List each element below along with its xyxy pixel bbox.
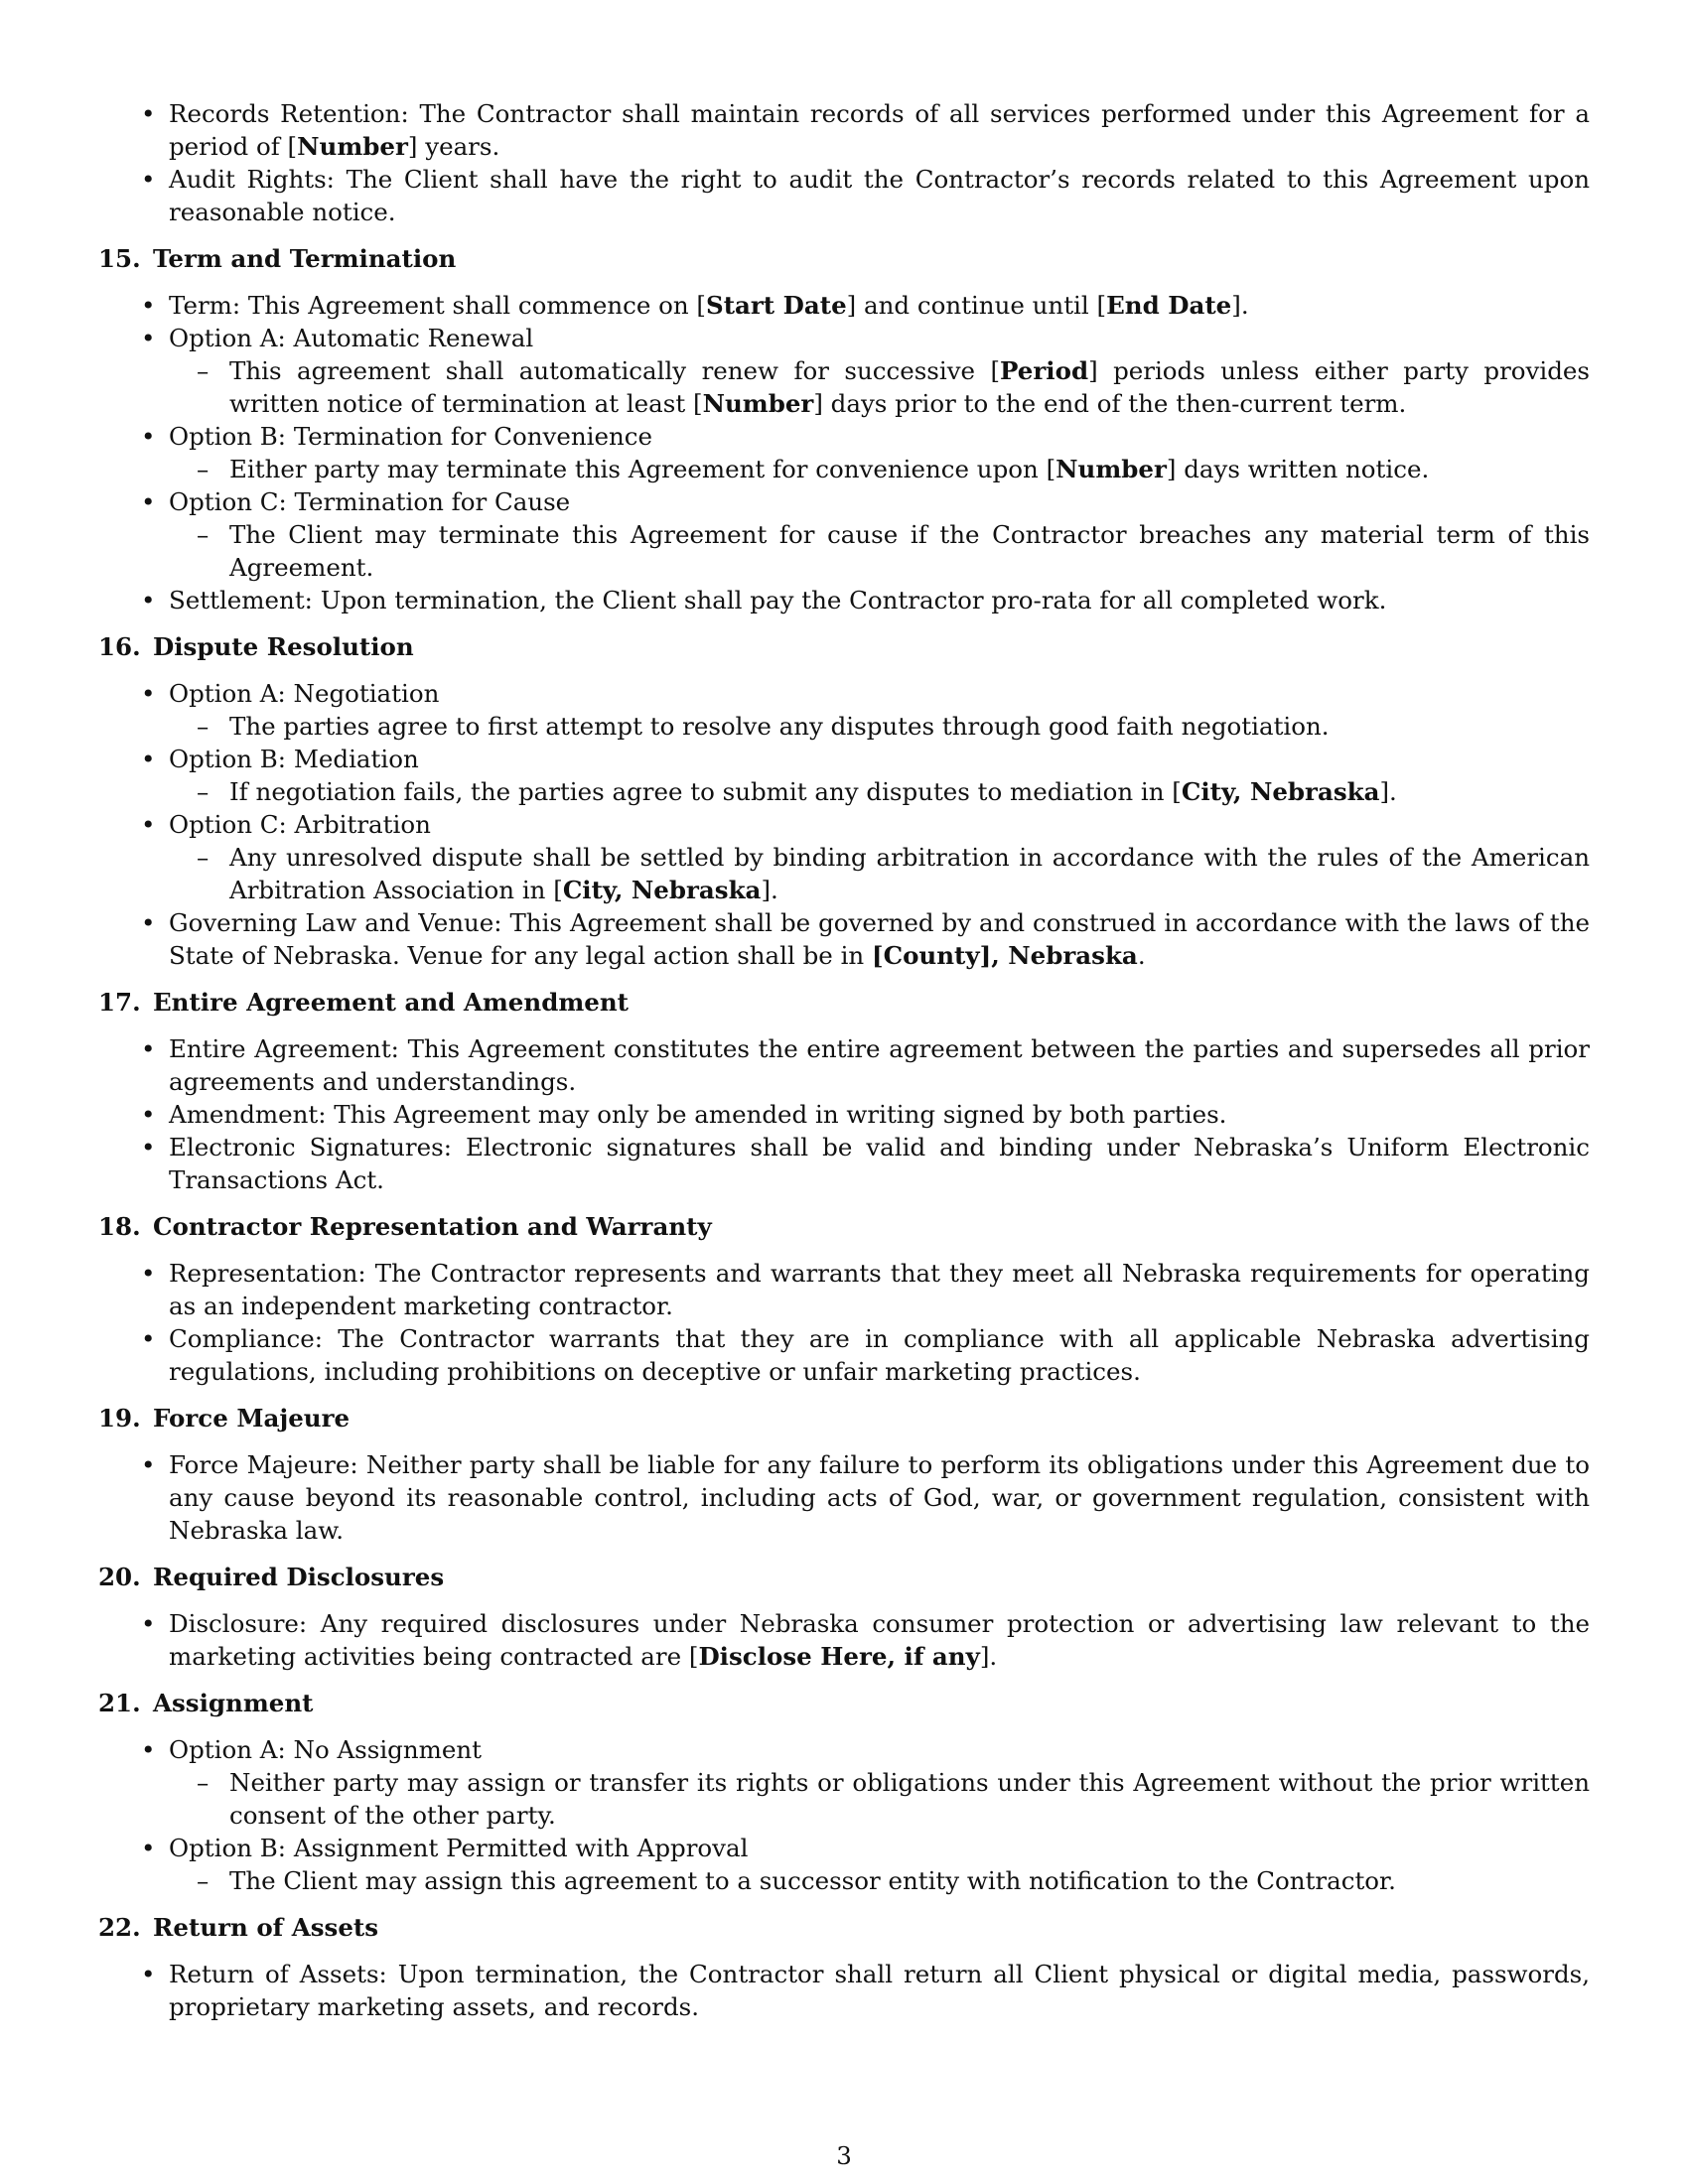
clause-text: ].	[1231, 291, 1249, 320]
section-number: 22.	[98, 1913, 141, 1942]
list-item	[98, 322, 1590, 354]
section-number: 16.	[98, 632, 141, 661]
section-heading	[98, 986, 1590, 1019]
sub-list-item	[98, 1864, 1590, 1897]
clause-list	[98, 1448, 1590, 1547]
clause-text: Option A: No Assignment	[169, 1735, 482, 1764]
list-item	[98, 163, 1590, 228]
list-item	[98, 1448, 1590, 1547]
clause-list	[98, 1733, 1590, 1897]
list-item	[98, 1131, 1590, 1196]
clause-text: Audit Rights: The Client shall have the right to audit the Contractor’s records related to this Agreement upon reasonable notice.	[169, 165, 1590, 226]
list-item	[98, 485, 1590, 518]
section	[98, 630, 1590, 972]
clause-list	[98, 1607, 1590, 1673]
section-heading	[98, 1402, 1590, 1434]
clause-text: Option A: Negotiation	[169, 679, 440, 708]
section-heading	[98, 630, 1590, 663]
sub-list-item	[98, 841, 1590, 906]
sub-list-item	[98, 354, 1590, 420]
clause-text: The Client may terminate this Agreement for cause if the Contractor breaches any material term of this Agreement.	[229, 520, 1590, 582]
list-item	[98, 1098, 1590, 1131]
clause-list	[98, 677, 1590, 972]
section-heading	[98, 1687, 1590, 1719]
section-number: 15.	[98, 244, 141, 273]
section	[98, 1210, 1590, 1388]
clause-text: Representation: The Contractor represents and warrants that they meet all Nebraska requirements for operating as an independent marketing contractor.	[169, 1259, 1590, 1320]
list-item	[98, 1257, 1590, 1322]
list-item	[98, 97, 1590, 163]
clause-list	[98, 1958, 1590, 2023]
section-title: Force Majeure	[153, 1404, 351, 1433]
list-item	[98, 1832, 1590, 1864]
clause-text: Settlement: Upon termination, the Client shall pay the Contractor pro-rata for all completed work.	[169, 586, 1387, 614]
list-item	[98, 1733, 1590, 1766]
clause-text: ].	[979, 1642, 998, 1671]
section-number: 21.	[98, 1689, 141, 1717]
placeholder-field: Number	[1055, 455, 1167, 483]
clause-list	[98, 1257, 1590, 1388]
clause-text: Force Majeure: Neither party shall be liable for any failure to perform its obligations under this Agreement due to any cause beyond its reasonable control, including acts of God, war, or government regulation, consistent with Nebraska law.	[169, 1450, 1590, 1545]
page-number: 3	[836, 2141, 852, 2170]
section	[98, 1687, 1590, 1897]
section-title: Term and Termination	[153, 244, 457, 273]
clause-text: Either party may terminate this Agreement for convenience upon [	[229, 455, 1056, 483]
placeholder-field: Disclose Here, if any	[698, 1642, 980, 1671]
list-item	[98, 420, 1590, 453]
section-heading	[98, 1210, 1590, 1243]
section	[98, 1561, 1590, 1673]
section-title: Assignment	[153, 1689, 314, 1717]
sub-list-item	[98, 775, 1590, 808]
sub-list-item	[98, 518, 1590, 584]
placeholder-field: [County], Nebraska	[872, 941, 1138, 970]
clause-text: Compliance: The Contractor warrants that they are in compliance with all applicable Nebraska advertising regulations, including prohibitions on deceptive or unfair marketing practices.	[169, 1324, 1590, 1386]
clause-text: If negotiation fails, the parties agree to submit any disputes to mediation in [	[229, 777, 1182, 806]
clause-text: Disclosure: Any required disclosures under Nebraska consumer protection or advertising law relevant to the marketing activities being contracted are [	[169, 1609, 1590, 1671]
placeholder-field: Period	[1000, 356, 1089, 385]
section-title: Required Disclosures	[153, 1563, 445, 1591]
clause-text: Neither party may assign or transfer its rights or obligations under this Agreement without the prior written consent of the other party.	[229, 1768, 1590, 1830]
document-page	[98, 97, 1590, 2023]
clause-text: Term: This Agreement shall commence on [	[169, 291, 706, 320]
section-number: 18.	[98, 1212, 141, 1241]
clause-text: Any unresolved dispute shall be settled by binding arbitration in accordance with the rules of the American Arbitration Association in [	[229, 843, 1590, 904]
clause-text: ] days written notice.	[1166, 455, 1430, 483]
clause-text: ] days prior to the end of the then-current term.	[813, 389, 1407, 418]
section-title: Dispute Resolution	[153, 632, 414, 661]
placeholder-field: City, Nebraska	[562, 876, 762, 904]
list-item	[98, 1032, 1590, 1098]
placeholder-field: Number	[297, 132, 408, 161]
clause-text: Option B: Assignment Permitted with Approval	[169, 1834, 749, 1862]
list-item	[98, 289, 1590, 322]
placeholder-field: City, Nebraska	[1181, 777, 1380, 806]
sub-list-item	[98, 453, 1590, 485]
clause-text: Option B: Termination for Convenience	[169, 422, 652, 451]
list-item	[98, 743, 1590, 775]
clause-text: Entire Agreement: This Agreement constitutes the entire agreement between the parties and supersedes all prior agreements and understandings.	[169, 1034, 1590, 1096]
clause-text: ] years.	[407, 132, 500, 161]
section-number: 19.	[98, 1404, 141, 1433]
sub-list-item	[98, 1766, 1590, 1832]
section-heading	[98, 1561, 1590, 1593]
clause-text: The Client may assign this agreement to a successor entity with notification to the Contractor.	[229, 1866, 1396, 1895]
clause-text: Option A: Automatic Renewal	[169, 324, 534, 352]
list-item	[98, 1607, 1590, 1673]
list-item	[98, 677, 1590, 710]
clause-list	[98, 97, 1590, 228]
placeholder-field: Start Date	[706, 291, 847, 320]
clause-text: Option B: Mediation	[169, 745, 419, 773]
clause-text: Option C: Termination for Cause	[169, 487, 571, 516]
section-title: Entire Agreement and Amendment	[153, 988, 629, 1017]
clause-text: Return of Assets: Upon termination, the Contractor shall return all Client physical or digital media, passwords, proprietary marketing assets, and records.	[169, 1960, 1590, 2021]
clause-text: .	[1137, 941, 1146, 970]
clause-list	[98, 1032, 1590, 1196]
list-item	[98, 584, 1590, 616]
clause-text: ] and continue until [	[846, 291, 1107, 320]
clause-text: This agreement shall automatically renew for successive [	[229, 356, 1001, 385]
section	[98, 97, 1590, 228]
section	[98, 242, 1590, 616]
list-item	[98, 906, 1590, 972]
clause-list	[98, 289, 1590, 616]
clause-text: Electronic Signatures: Electronic signatures shall be valid and binding under Nebraska’s Uniform Electronic Transactions Act.	[169, 1133, 1590, 1194]
clause-text: Governing Law and Venue: This Agreement shall be governed by and construed in accordance with the laws of the State of Nebraska. Venue for any legal action shall be in	[169, 908, 1590, 970]
clause-text: The parties agree to first attempt to resolve any disputes through good faith negotiation.	[229, 712, 1330, 741]
clause-text: ] periods unless either party provides written notice of termination at least [	[229, 356, 1590, 418]
list-item	[98, 1322, 1590, 1388]
section	[98, 1402, 1590, 1547]
clause-text: Records Retention: The Contractor shall maintain records of all services performed under this Agreement for a period of [	[169, 99, 1590, 161]
section-title: Contractor Representation and Warranty	[153, 1212, 712, 1241]
section-number: 17.	[98, 988, 141, 1017]
list-item	[98, 808, 1590, 841]
clause-text: Amendment: This Agreement may only be amended in writing signed by both parties.	[169, 1100, 1227, 1129]
clause-text: Option C: Arbitration	[169, 810, 431, 839]
section	[98, 1911, 1590, 2023]
clause-text: ].	[1379, 777, 1397, 806]
placeholder-field: End Date	[1106, 291, 1232, 320]
section	[98, 986, 1590, 1196]
section-heading	[98, 242, 1590, 275]
section-number: 20.	[98, 1563, 141, 1591]
section-heading	[98, 1911, 1590, 1944]
sub-list-item	[98, 710, 1590, 743]
section-title: Return of Assets	[153, 1913, 379, 1942]
list-item	[98, 1958, 1590, 2023]
clause-text: ].	[761, 876, 778, 904]
placeholder-field: Number	[702, 389, 814, 418]
